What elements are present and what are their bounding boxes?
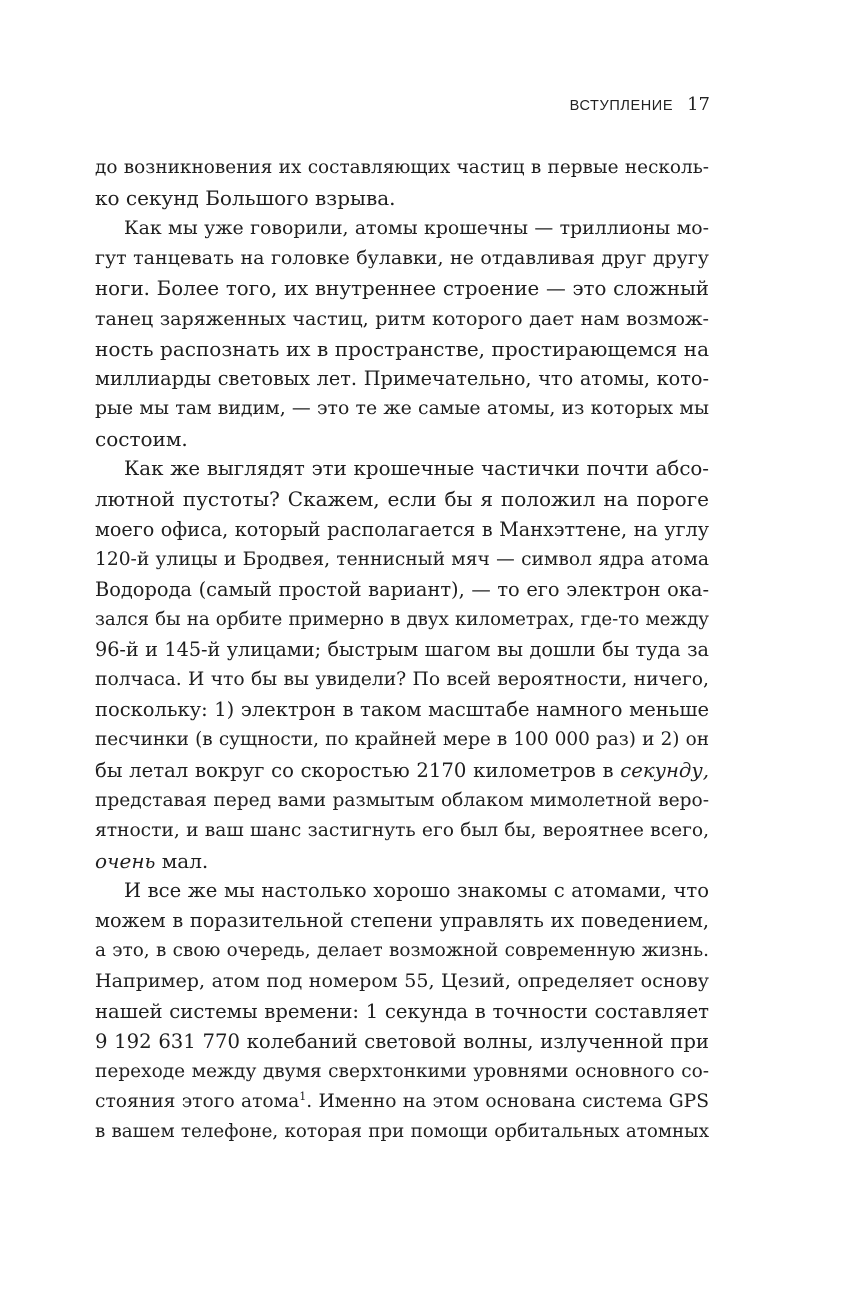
text-line: нашей системы времени: 1 секунда в точности составляет [95, 999, 709, 1023]
text-line: ятности, и ваш шанс застигнуть его был бы, вероятнее всего, [95, 819, 709, 841]
text-line: ность распознать их в пространстве, простирающемся на [95, 336, 709, 361]
text-line: Водорода (самый простой вариант), — то его электрон ока- [95, 577, 709, 601]
text-line: песчинки (в сущности, по крайней мере в 100 000 раз) и 2) он [95, 729, 709, 751]
text-line: а это, в свою очередь, делает возможной современную жизнь. [95, 940, 709, 962]
text-line: поскольку: 1) электрон в таком масштабе намного меньше [95, 698, 709, 722]
text-line [95, 1087, 709, 1117]
text-run: . Именно на этом основана система GPS [306, 1090, 709, 1112]
body-text [95, 153, 709, 1147]
text-run: бы летал вокруг со скоростью 2170 километров в [95, 758, 621, 782]
text-line [95, 756, 709, 786]
text-line: лютной пустоты? Скажем, если бы я положил на пороге [95, 487, 709, 512]
footnote-marker[interactable]: 1 [299, 1089, 307, 1103]
text-line: Как же выглядят эти крошечные частички почти абсо- [124, 457, 709, 481]
text-line: И все же мы настолько хорошо знакомы с атомами, что [124, 879, 709, 902]
text-line: Например, атом под номером 55, Цезий, определяет основу [95, 970, 709, 993]
text-line: рые мы там видим, — это те же самые атомы, из которых мы [95, 398, 709, 419]
page-number: 17 [687, 94, 710, 115]
emphasis-text: очень [95, 848, 156, 873]
text-line: до возникновения их составляющих частиц в первые несколь- [95, 157, 709, 178]
section-title: ВСТУПЛЕНИЕ [569, 98, 674, 114]
text-line: миллиарды световых лет. Примечательно, что атомы, кото- [95, 366, 709, 390]
text-run: стояния этого атома [95, 1090, 300, 1112]
text-line: зался бы на орбите примерно в двух километрах, где-то между [95, 608, 709, 630]
text-line: 120-й улицы и Бродвея, теннисный мяч — символ ядра атома [95, 548, 709, 570]
text-line: в вашем телефоне, которая при помощи орбитальных атомных [95, 1121, 709, 1142]
text-line: моего офиса, который располагается в Манхэттене, на углу [95, 517, 709, 541]
text-line: гут танцевать на головке булавки, не отдавливая друг другу [95, 247, 709, 270]
text-line: переходе между двумя сверхтонкими уровнями основного со- [95, 1060, 709, 1082]
text-run: мал. [155, 848, 209, 873]
text-line: 96-й и 145-й улицами; быстрым шагом вы дошли бы туда за [95, 638, 709, 661]
text-line: ноги. Более того, их внутреннее строение — это сложный [95, 276, 709, 300]
emphasis-text: секунду, [620, 758, 709, 782]
text-line: танец заряженных частиц, ритм которого дает нам возмож- [95, 307, 709, 330]
text-line: 9 192 631 770 колебаний световой волны, излученной при [95, 1029, 709, 1053]
text-line: полчаса. И что бы вы увидели? По всей вероятности, ничего, [95, 669, 709, 691]
text-line: состоим. [95, 427, 188, 452]
text-line: представая перед вами размытым облаком мимолетной веро- [95, 789, 709, 811]
text-line [95, 846, 709, 876]
text-line: Как мы уже говорили, атомы крошечны — триллионы мо- [124, 217, 709, 240]
text-line: ко секунд Большого взрыва. [95, 186, 396, 211]
text-line: можем в поразительной степени управлять их поведением, [95, 909, 709, 933]
running-head [570, 94, 710, 115]
